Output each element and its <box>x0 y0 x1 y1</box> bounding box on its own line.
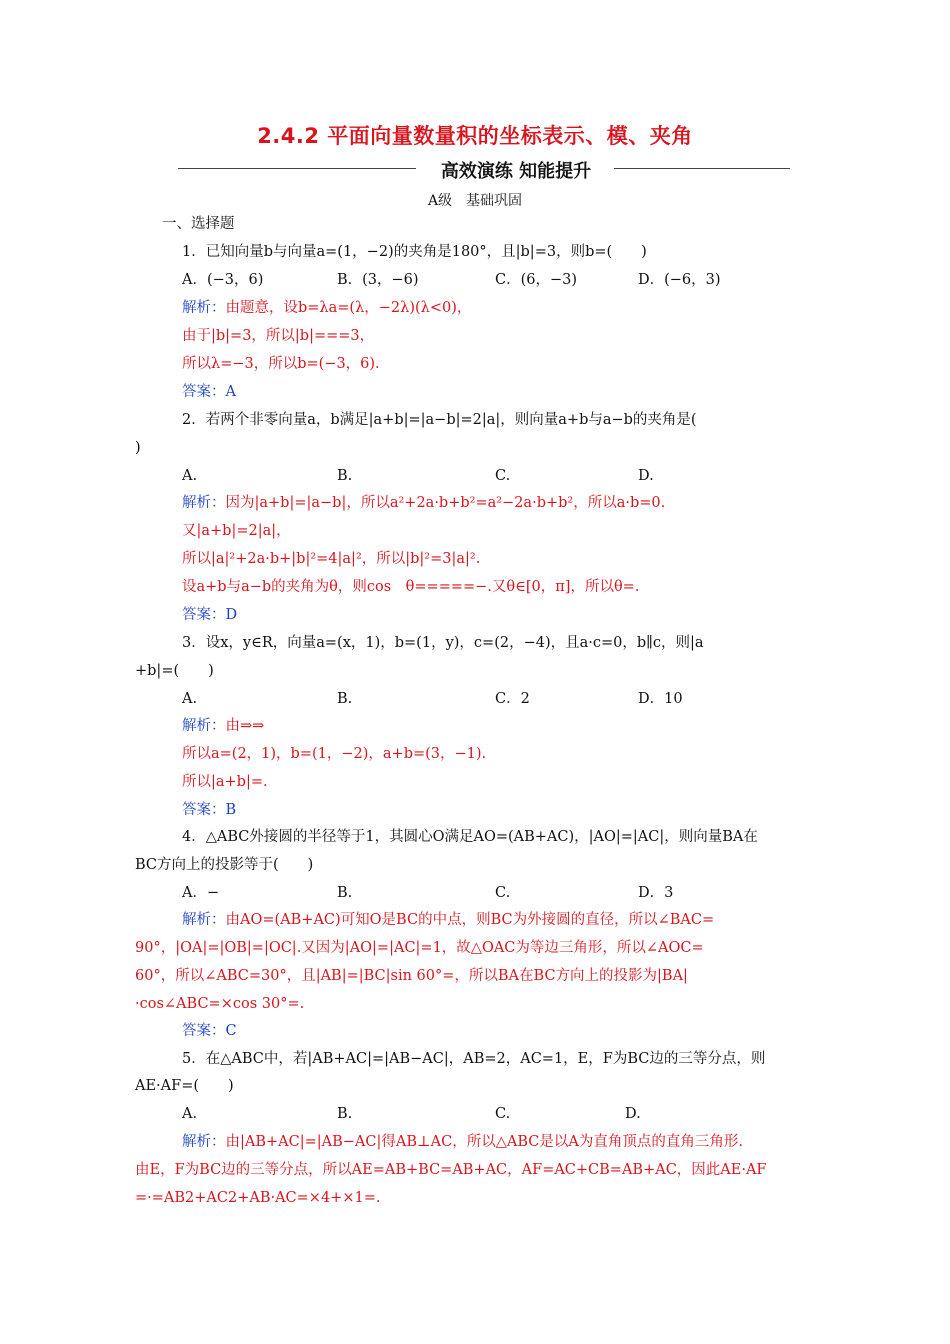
q1-option-b: B．(3，−6) <box>337 272 419 288</box>
q2-stem-1: 2．若两个非零向量a，b满足|a+b|=|a−b|=2|a|，则向量a+b与a−b的夹角是( <box>182 412 697 428</box>
q2-option-d: D. <box>638 468 654 484</box>
q4-option-d: D．3 <box>638 885 674 901</box>
q1-option-c: C．(6，−3) <box>495 272 578 288</box>
q2-option-a: A. <box>182 468 198 484</box>
q3-stem-1: 3．设x，y∈R，向量a=(x，1)，b=(1，y)，c=(2，−4)，且a·c=0，b∥c，则|a <box>182 635 704 651</box>
q1-option-d: D．(−6，3) <box>638 272 721 288</box>
q3-solution-2: 所以a=(2，1)，b=(1，−2)，a+b=(3，−1). <box>182 746 487 762</box>
q2-answer: 答案：D <box>182 607 238 623</box>
q2-option-b: B. <box>337 468 353 484</box>
q2-option-c: C. <box>495 468 511 484</box>
q5-solution-label: 解析： <box>182 1134 226 1150</box>
q4-stem-1: 4．△ABC外接圆的半径等于1，其圆心O满足AO=(AB+AC)，|AO|=|AC|，则向量BA在 <box>182 829 758 845</box>
q1-solution-3: 所以λ=−3，所以b=(−3，6). <box>182 356 380 372</box>
q2-solution-label: 解析： <box>182 495 226 511</box>
q2-solution-4: 设a+b与a−b的夹角为θ，则cos θ=====−.又θ∈[0，π]，所以θ=. <box>182 579 640 595</box>
q2-solution-3: 所以|a|²+2a·b+|b|²=4|a|²，所以|b|²=3|a|². <box>182 551 481 567</box>
q3-answer: 答案：B <box>182 802 237 818</box>
q3-stem-2: +b|=( ) <box>135 663 214 679</box>
q4-solution-1: 解析：由AO=(AB+AC)可知O是BC的中点，则BC为外接圆的直径，所以∠BAC= <box>182 912 715 928</box>
q4-solution-4: ·cos∠ABC=×cos 30°=. <box>135 996 305 1012</box>
q5-solution-3: =·=AB2+AC2+AB·AC=×4+×1=. <box>135 1190 381 1206</box>
q2-solution-2: 又|a+b|=2|a|， <box>182 523 291 539</box>
q2-solution-1: 解析：因为|a+b|=|a−b|，所以a²+2a·b+b²=a²−2a·b+b²，所以a·b=0. <box>182 495 666 511</box>
q1-stem: 1．已知向量b与向量a=(1，−2)的夹角是180°，且|b|=3，则b=( ) <box>182 244 647 260</box>
q3-option-b: B. <box>337 691 353 707</box>
q5-option-a: A. <box>182 1106 198 1122</box>
q2-stem-2: ) <box>135 440 141 456</box>
q4-option-c: C. <box>495 885 511 901</box>
q1-solution-2: 由于|b|=3，所以|b|===3， <box>182 328 375 344</box>
q1-answer: 答案：A <box>182 384 236 400</box>
q4-option-a: A．− <box>182 885 220 901</box>
q3-option-c: C．2 <box>495 691 530 707</box>
q5-option-d: D. <box>625 1106 641 1122</box>
q1-solution-1: 解析：由题意，设b=λa=(λ，−2λ)(λ<0)， <box>182 300 472 316</box>
q1-solution-label: 解析： <box>182 300 226 316</box>
section-heading: 一、选择题 <box>162 216 235 232</box>
q5-solution-2: 由E，F为BC边的三等分点，所以AE=AB+BC=AB+AC，AF=AC+CB=AB+AC，因此AE·AF <box>135 1162 767 1178</box>
q5-option-b: B. <box>337 1106 353 1122</box>
q3-solution-3: 所以|a+b|=. <box>182 774 268 790</box>
q5-stem-2: AE·AF=( ) <box>135 1078 234 1094</box>
q1-option-a: A．(−3，6) <box>182 272 264 288</box>
divider-left <box>178 168 416 169</box>
q3-option-a: A. <box>182 691 198 707</box>
q3-solution-label: 解析： <box>182 718 226 734</box>
q4-stem-2: BC方向上的投影等于( ) <box>135 857 314 873</box>
q4-solution-3: 60°，所以∠ABC=30°，且|AB|=|BC|sin 60°=，所以BA在BC方向上的投影为|BA| <box>135 968 688 984</box>
q4-solution-2: 90°，|OA|=|OB|=|OC|.又因为|AO|=|AC|=1，故△OAC为等边三角形，所以∠AOC= <box>135 940 704 956</box>
subtitle-banner <box>178 157 790 181</box>
q5-option-c: C. <box>495 1106 511 1122</box>
level-heading: A级 基础巩固 <box>427 193 523 209</box>
q4-option-b: B. <box>337 885 353 901</box>
q4-solution-label: 解析： <box>182 912 226 928</box>
subtitle: 高效演练 知能提升 <box>440 161 592 182</box>
q5-stem-1: 5．在△ABC中，若|AB+AC|=|AB−AC|，AB=2，AC=1，E，F为BC边的三等分点，则 <box>182 1051 766 1067</box>
q4-answer: 答案：C <box>182 1023 237 1039</box>
divider-right <box>614 168 790 169</box>
q3-option-d: D．10 <box>638 691 683 707</box>
page-title: 2.4.2 平面向量数量积的坐标表示、模、夹角 <box>257 124 693 148</box>
q5-solution-1: 解析：由|AB+AC|=|AB−AC|得AB⊥AC，所以△ABC是以A为直角顶点的直角三角形. <box>182 1134 743 1150</box>
q3-solution-1: 解析：由⇒⇒ <box>182 718 265 734</box>
